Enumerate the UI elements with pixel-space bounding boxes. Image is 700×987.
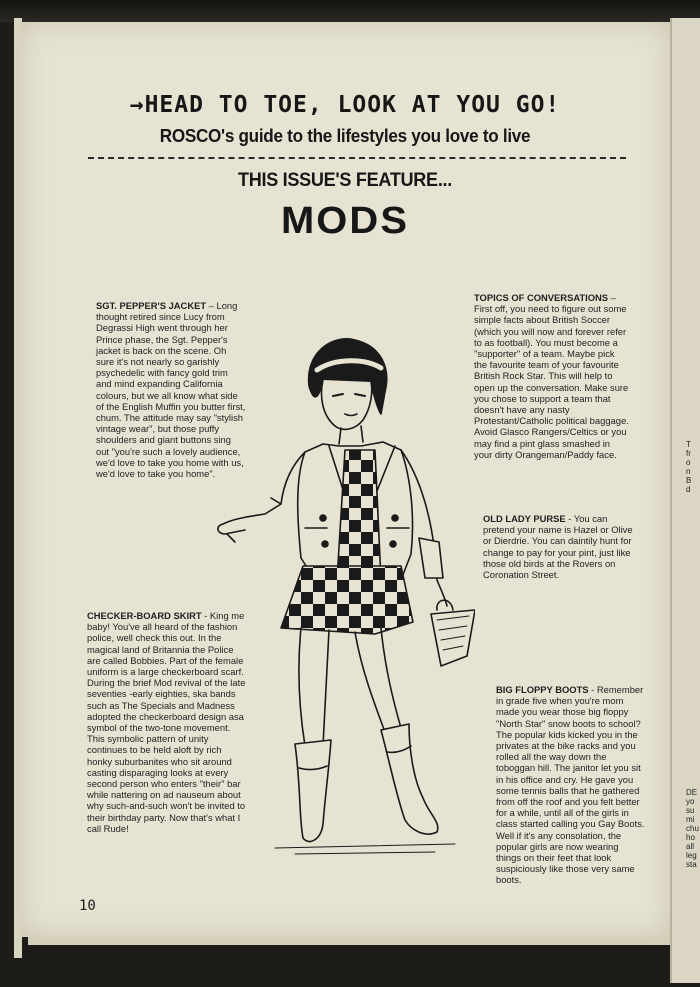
adjacent-page-text-lower: DE yo su mi chu ho all leg sta bbox=[686, 788, 699, 869]
blurb-purse bbox=[483, 513, 633, 580]
page-title bbox=[20, 92, 670, 118]
page-edge-bottom bbox=[28, 937, 670, 945]
blurb-body: - King me baby! You've all heard of the fashion police, well check this out. In the magical land of Britannia the Police are called Bobbies. Part of the female uniform is a large checkerboard scarf. During the brief Mod revival of the late seventies -early eighties, ska bands such as The Specials and Madness adopted the checkerboard design asa symbol of the two-tone movement. This symbolic pattern of unity continues to be held aloft by rich honky suburbanites who sit around casting disparaging looks at every second person who enters "their" bar while nattering on ad nauseum about why such-and-such won't be invited to their birthday party. Now that's what I call Rude! bbox=[87, 610, 246, 834]
adjacent-page bbox=[670, 18, 700, 983]
page-title-text: HEAD TO TOE, LOOK AT YOU GO! bbox=[144, 92, 561, 118]
scanner-edge bbox=[0, 0, 700, 22]
page-subtitle: ROSCO's guide to the lifestyles you love to live bbox=[159, 126, 531, 146]
blurb-topics bbox=[474, 292, 629, 460]
blurb-heading: CHECKER-BOARD SKIRT bbox=[87, 610, 202, 621]
adjacent-page-text-upper: T fr o n B d bbox=[686, 440, 692, 494]
blurb-body: – First off, you need to figure out some simple facts about British Soccer (which you will now and forever refer to as football). You must become a "supporter" of a team. Maybe pick the favourite team of your favourite British Rock Star. This will help to open up the conversation. Make sure you chose to support a team that doesn't have any nasty Protestant/Catholic political baggage. Avoid Glasco Rangers/Celtics or you may find a pint glass smashed in your dirty Orangeman/Paddy face. bbox=[474, 292, 629, 460]
arrow-icon: → bbox=[129, 92, 145, 118]
blurb-body: - Remember in grade five when you're mom made you wear those big floppy "North Star" snow boots to school? The popular kids kicked you in the privates at the bike racks and you rolled all the way down the toboggan hill. The janitor let you sit in his office and cry. He gave you some tennis balls that he gathered from off the roof and you felt better for a while, until all of the girls in class started calling you Gay Boots. Well if it's any consolation, the popular girls are now wearing things on their feet that look suspiciously like those very same boots. bbox=[496, 684, 645, 886]
mod-girl-illustration bbox=[205, 328, 475, 868]
blurb-body: – Long thought retired since Lucy from Degrassi High went through her Prince phase, the Sgt. Pepper's jacket is back on the scene. Oh sure it's not nearly so garishly psychedelic with fancy gold trim and mind expanding California colours, but we all know what side of the English Muffin you butter first, chum. The attitude may say "stylish vintage wear", but those puffy shoulders and giant buttons sing out "you're such a lovely audience, we'd love to take you home with us, we'd love to take you home". bbox=[96, 300, 246, 480]
feature-label: THIS ISSUE'S FEATURE... bbox=[237, 170, 453, 191]
blurb-heading: OLD LADY PURSE bbox=[483, 513, 566, 524]
blurb-heading: TOPICS OF CONVERSATIONS bbox=[474, 292, 609, 303]
dashed-divider bbox=[88, 157, 626, 159]
blurb-heading: SGT. PEPPER'S JACKET bbox=[96, 300, 207, 311]
feature-name: MODS bbox=[280, 200, 410, 242]
blurb-body: - You can pretend your name is Hazel or Olive or Dierdrie. You can daintily hunt for change to pay for your pint, just like those old birds at the Rovers on Coronation Street. bbox=[483, 513, 633, 581]
page-number: 10 bbox=[79, 898, 96, 914]
blurb-boots bbox=[496, 684, 646, 886]
blurb-heading: BIG FLOPPY BOOTS bbox=[496, 684, 589, 695]
